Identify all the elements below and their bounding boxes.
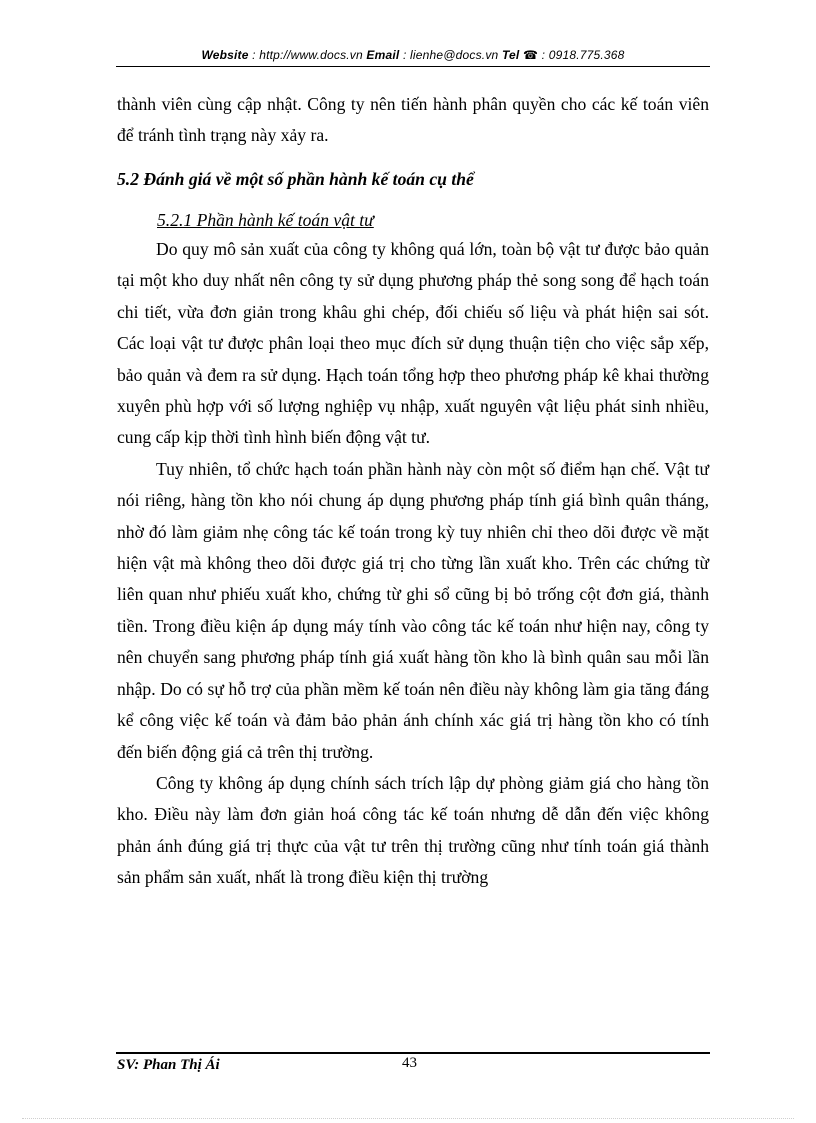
intro-paragraph: thành viên cùng cập nhật. Công ty nên tiến hành phân quyền cho các kế toán viên để tránh tình trạng này xảy ra. bbox=[117, 94, 709, 146]
intro-paragraph-block bbox=[117, 89, 709, 152]
website-link[interactable]: : http://www.docs.vn bbox=[248, 48, 367, 62]
main-body bbox=[117, 234, 709, 894]
phone-icon: ☎ bbox=[522, 48, 539, 62]
paragraph: Tuy nhiên, tổ chức hạch toán phần hành này còn một số điểm hạn chế. Vật tư nói riêng, hàng tồn kho nói chung áp dụng phương pháp tính giá bình quân tháng, nhờ đó làm giảm nhẹ công tác kế toán trong kỳ tuy nhiên chỉ theo dõi được về mặt hiện vật mà không theo dõi được giá trị cho từng lần xuất kho. Trên các chứng từ liên quan như phiếu xuất kho, chứng từ ghi sổ cũng bị bỏ trống cột đơn giá, thành tiền. Trong điều kiện áp dụng máy tính vào công tác kế toán như hiện nay, công ty nên chuyển sang phương pháp tính giá xuất hàng tồn kho là bình quân sau mỗi lần nhập. Do có sự hỗ trợ của phần mềm kế toán nên điều này không làm gia tăng đáng kể công việc kế toán và đảm bảo phản ánh chính xác giá trị hàng tồn kho có tính đến biến động giá cả trên thị trường. bbox=[117, 458, 709, 762]
subsection-title: 5.2.1 Phần hành kế toán vật tư bbox=[157, 210, 374, 230]
tel-label: Tel bbox=[501, 48, 523, 62]
website-label: Website bbox=[201, 48, 249, 62]
footer-divider bbox=[116, 1052, 710, 1054]
section-title: 5.2 Đánh giá về một số phần hành kế toán cụ thể bbox=[117, 169, 474, 189]
footer-student-name: SV: Phan Thị Ái bbox=[117, 1057, 220, 1073]
page-bottom-dotted-line bbox=[22, 1118, 794, 1119]
email-link[interactable]: : lienhe@docs.vn bbox=[399, 48, 502, 62]
email-label: Email bbox=[366, 48, 400, 62]
tel-value: : 0918.775.368 bbox=[538, 48, 625, 62]
paragraph: Do quy mô sản xuất của công ty không quá lớn, toàn bộ vật tư được bảo quản tại một kho duy nhất nên công ty sử dụng phương pháp thẻ song song để hạch toán chi tiết, vừa đơn giản trong khâu ghi chép, đối chiếu số liệu và phát hiện sai sót. Các loại vật tư được phân loại theo mục đích sử dụng thuận tiện cho việc sắp xếp, bảo quản và đem ra sử dụng. Hạch toán tổng hợp theo phương pháp kê khai thường xuyên phù hợp với số lượng nghiệp vụ nhập, xuất nguyên vật liệu phát sinh nhiều, cung cấp kịp thời tình hình biến động vật tư. bbox=[117, 239, 709, 448]
header-divider bbox=[116, 66, 710, 67]
page-number: 43 bbox=[402, 1055, 417, 1071]
paragraph: Công ty không áp dụng chính sách trích lập dự phòng giảm giá cho hàng tồn kho. Điều này làm đơn giản hoá công tác kế toán nhưng dễ dẫn đến việc không phản ánh đúng giá trị thực của vật tư trên thị trường cũng như tính toán giá thành sản phẩm sản xuất, nhất là trong điều kiện thị trường bbox=[117, 772, 709, 888]
page-header bbox=[116, 48, 710, 62]
